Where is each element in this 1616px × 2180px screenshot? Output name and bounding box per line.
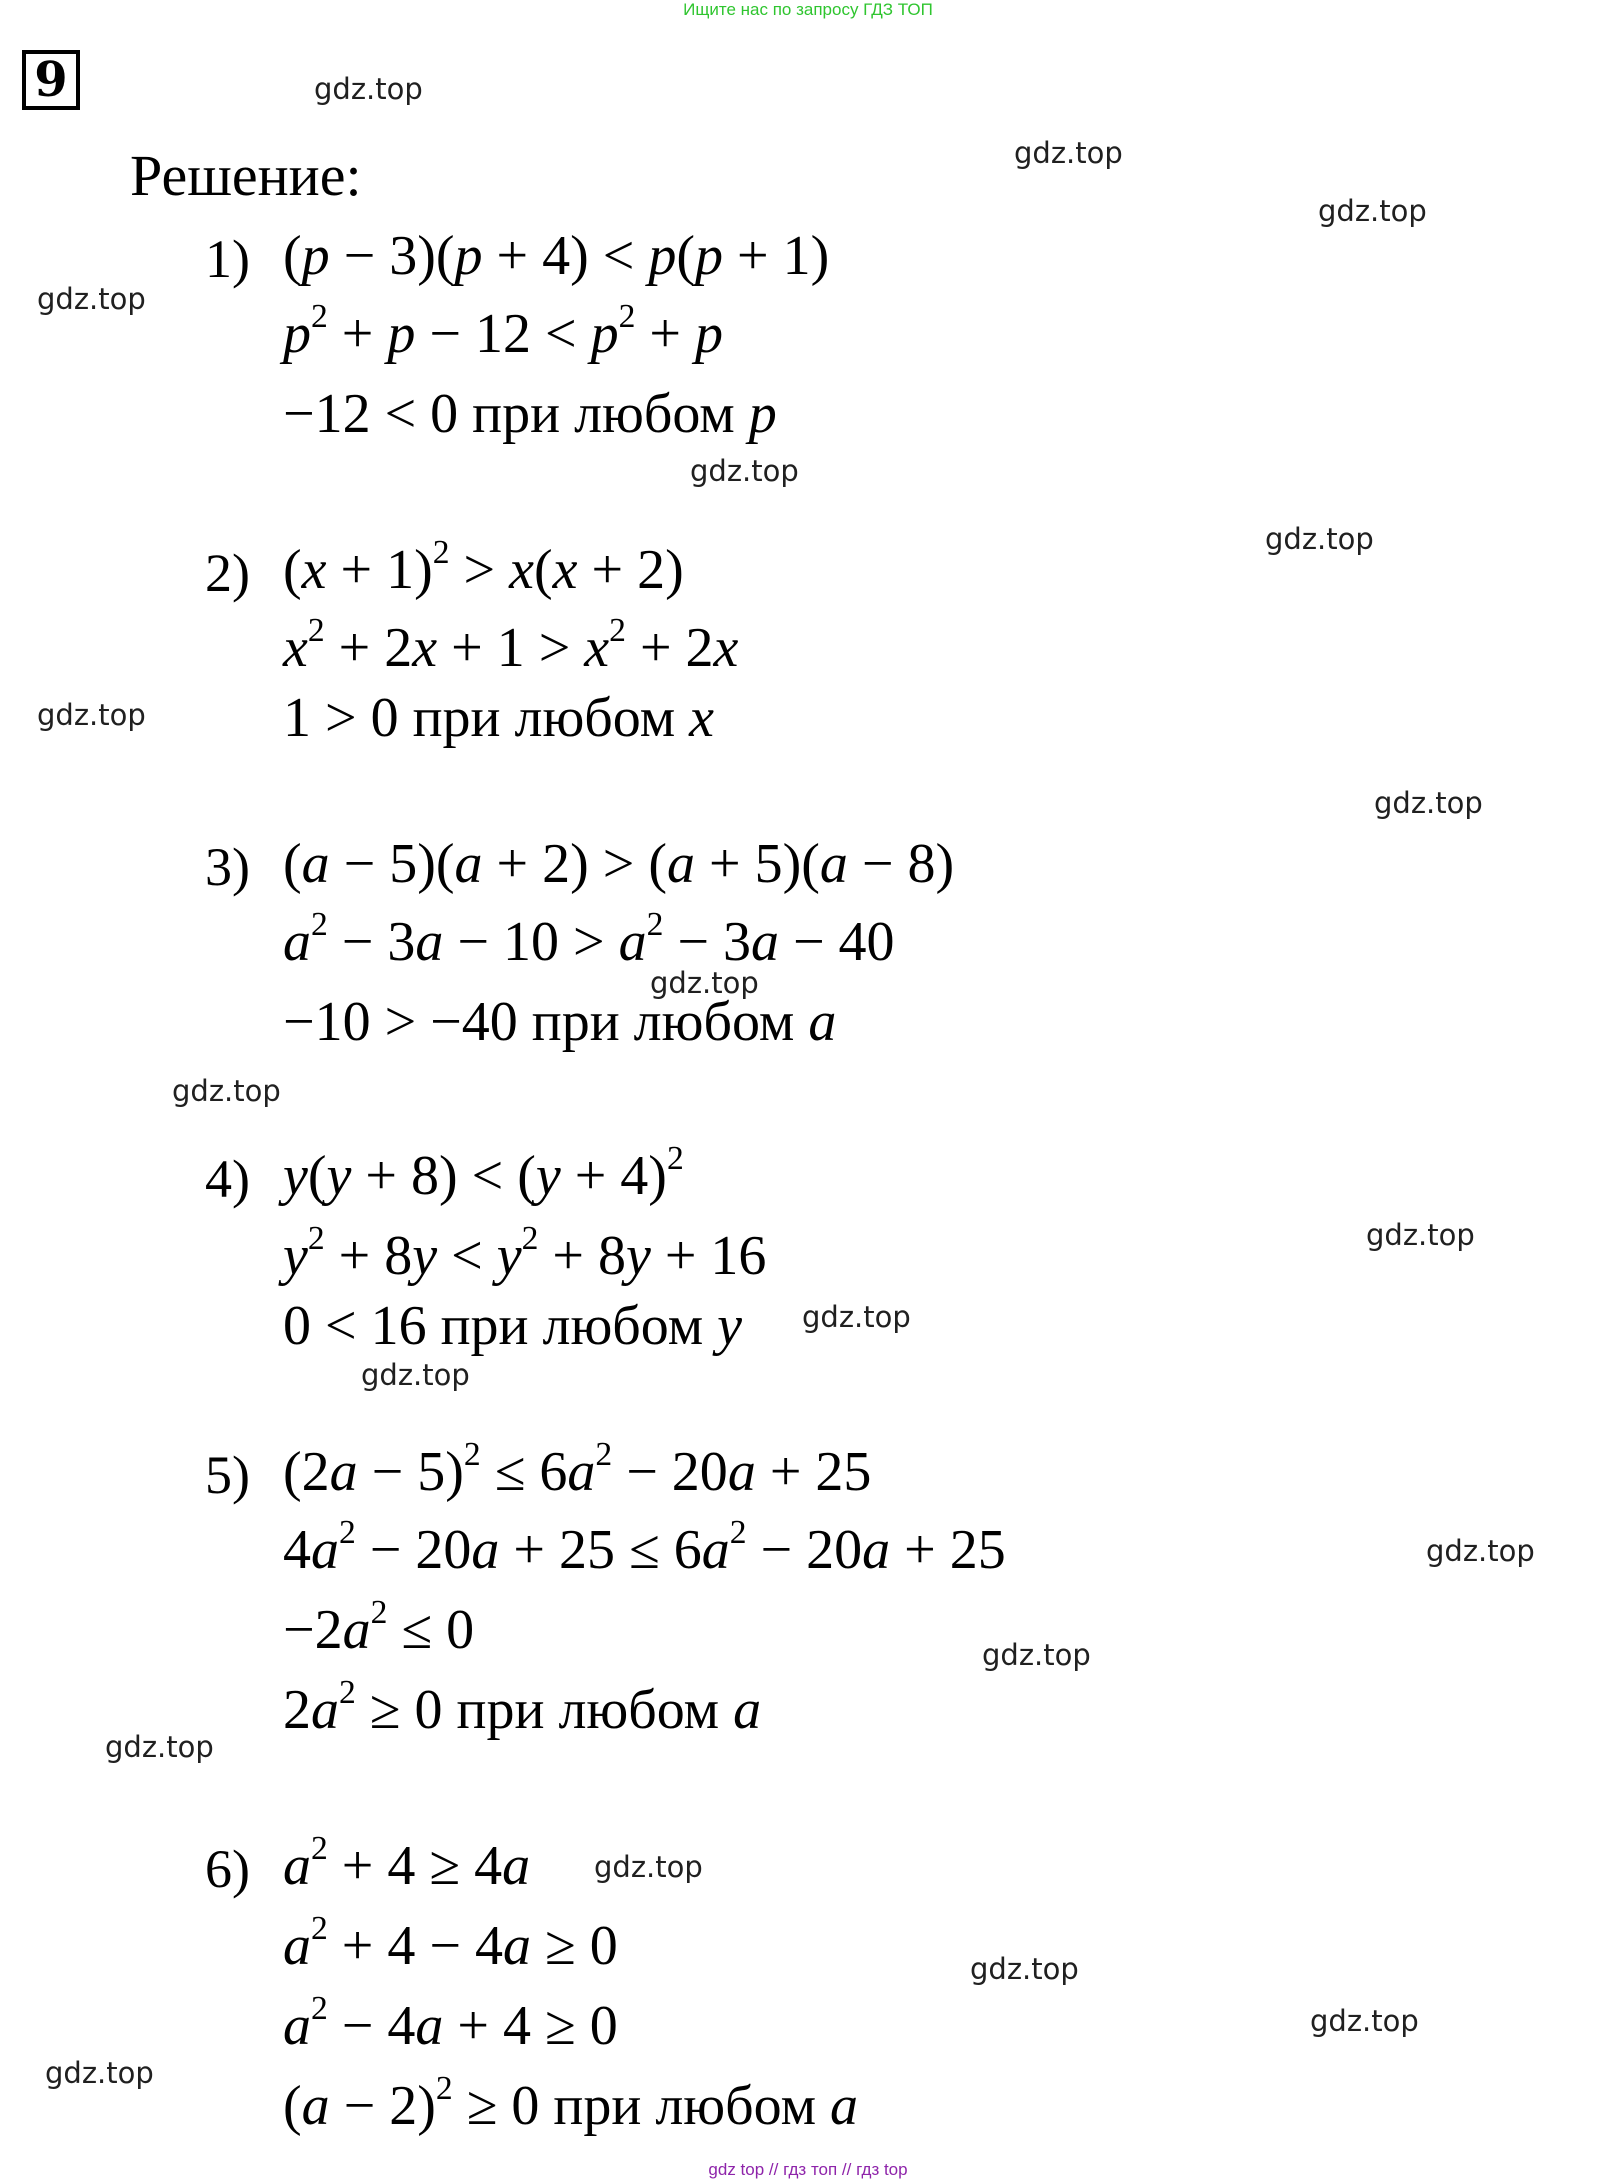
- watermark: gdz.top: [982, 1638, 1091, 1672]
- item-5-line-3: $-2a^2 \le 0$: [283, 1593, 475, 1661]
- watermark: gdz.top: [1366, 1218, 1475, 1252]
- item-2-line-2: $x^2 + 2x + 1 > x^2 + 2x$: [283, 611, 739, 679]
- watermark: gdz.top: [970, 1952, 1079, 1986]
- watermark: gdz.top: [1310, 2004, 1419, 2038]
- item-5-line-2: $4a^2 - 20a + 25 \le 6a^2 - 20a + 25$: [283, 1513, 1006, 1581]
- item-3-line-3: −10 > −40 при любом a: [283, 991, 837, 1053]
- item-3-line-2: $a^2 - 3a - 10 > a^2 - 3a - 40$: [283, 905, 895, 973]
- item-2-line-3: 1 > 0 при любом x: [283, 687, 715, 749]
- watermark: gdz.top: [650, 966, 759, 1000]
- watermark: gdz.top: [802, 1300, 911, 1334]
- watermark: gdz.top: [45, 2056, 154, 2090]
- item-4-number: 4): [205, 1149, 250, 1209]
- task-number-box: [22, 50, 80, 110]
- watermark: gdz.top: [1426, 1534, 1535, 1568]
- watermark: gdz.top: [594, 1850, 703, 1884]
- watermark: gdz.top: [690, 454, 799, 488]
- top-banner: Ищите нас по запросу ГДЗ ТОП: [683, 0, 933, 19]
- watermark: gdz.top: [1265, 522, 1374, 556]
- item-2-number: 2): [205, 543, 250, 603]
- item-3-line-1: (a − 5)(a + 2) > (a + 5)(a − 8): [283, 833, 955, 895]
- watermark: gdz.top: [37, 698, 146, 732]
- watermark: gdz.top: [1014, 136, 1123, 170]
- item-4-line-1: $y(y + 8) < (y + 4)^2$: [283, 1139, 684, 1207]
- watermark: gdz.top: [1318, 194, 1427, 228]
- item-5-line-4: $2a^2 \ge 0$ при любом a: [283, 1673, 762, 1741]
- task-number: 9: [34, 52, 68, 108]
- item-6-line-3: $a^2 - 4a + 4 \ge 0$: [283, 1989, 618, 2057]
- item-4-line-2: $y^2 + 8y < y^2 + 8y + 16$: [283, 1219, 767, 1287]
- watermark: gdz.top: [361, 1358, 470, 1392]
- item-1-number: 1): [205, 229, 250, 289]
- item-6-line-2: $a^2 + 4 - 4a \ge 0$: [283, 1909, 618, 1977]
- watermark: gdz.top: [105, 1730, 214, 1764]
- item-3-number: 3): [205, 837, 250, 897]
- item-1-line-3: −12 < 0 при любом p: [283, 383, 777, 445]
- item-5-number: 5): [205, 1445, 250, 1505]
- footer: gdz top // гдз топ // гдз top: [708, 2160, 908, 2179]
- watermark: gdz.top: [314, 72, 423, 106]
- item-2-line-1: $(x + 1)^2 > x(x + 2)$: [283, 533, 684, 601]
- watermark: gdz.top: [37, 282, 146, 316]
- watermark: gdz.top: [172, 1074, 281, 1108]
- item-6-line-4: $(a - 2)^2 \ge 0$ при любом a: [283, 2069, 859, 2137]
- item-6-line-1: $a^2 + 4 \ge 4a$: [283, 1829, 531, 1897]
- item-5-line-1: $(2a - 5)^2 \le 6a^2 - 20a + 25$: [283, 1435, 872, 1503]
- item-1-line-2: $p^2 + p - 12 < p^2 + p$: [283, 297, 723, 365]
- item-6-number: 6): [205, 1839, 250, 1899]
- item-1-line-1: (p − 3)(p + 4) < p(p + 1): [283, 225, 830, 287]
- item-4-line-3: 0 < 16 при любом y: [283, 1295, 743, 1357]
- solution-title: Решение:: [130, 143, 362, 208]
- watermark: gdz.top: [1374, 786, 1483, 820]
